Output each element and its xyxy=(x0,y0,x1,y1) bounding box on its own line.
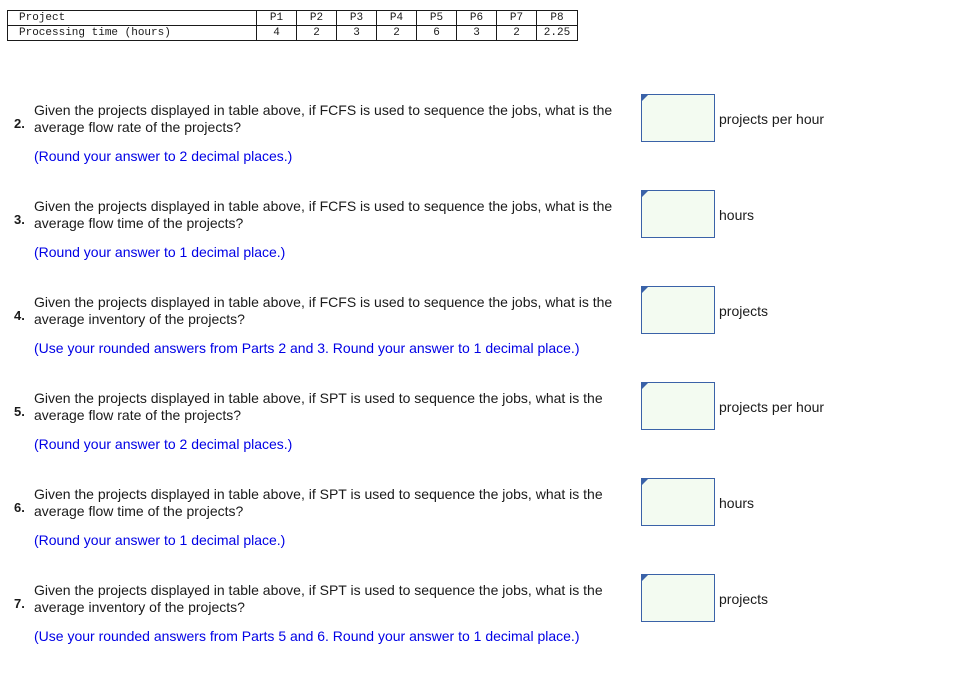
question-4 xyxy=(0,294,976,364)
rounding-hint: (Use your rounded answers from Parts 5 and 6. Round your answer to 1 decimal place.) xyxy=(34,628,580,644)
rounding-hint: (Round your answer to 2 decimal places.) xyxy=(34,148,293,164)
project-cell: P3 xyxy=(337,11,377,26)
time-cell: 2 xyxy=(497,26,537,41)
question-number: 5. xyxy=(14,404,25,419)
question-7 xyxy=(0,582,976,652)
time-cell: 2.25 xyxy=(537,26,578,41)
answer-input[interactable] xyxy=(641,286,715,334)
rounding-hint: (Use your rounded answers from Parts 2 and 3. Round your answer to 1 decimal place.) xyxy=(34,340,580,356)
answer-input[interactable] xyxy=(641,574,715,622)
question-text: Given the projects displayed in table above, if SPT is used to sequence the jobs, what is the average flow time of the projects? xyxy=(34,486,603,519)
answer-input[interactable] xyxy=(641,478,715,526)
question-5 xyxy=(0,390,976,460)
question-text: Given the projects displayed in table above, if SPT is used to sequence the jobs, what is the average inventory of the projects? xyxy=(34,582,603,615)
question-text: Given the projects displayed in table above, if SPT is used to sequence the jobs, what is the average flow rate of the projects? xyxy=(34,390,603,423)
question-number: 4. xyxy=(14,308,25,323)
answer-input[interactable] xyxy=(641,190,715,238)
answer-input[interactable] xyxy=(641,94,715,142)
unit-label: projects per hour xyxy=(719,111,825,127)
flag-icon xyxy=(642,575,648,581)
question-number: 3. xyxy=(14,212,25,227)
time-cell: 3 xyxy=(457,26,497,41)
unit-label: hours xyxy=(719,495,755,511)
project-cell: P6 xyxy=(457,11,497,26)
time-cell: 3 xyxy=(337,26,377,41)
time-row xyxy=(8,26,578,41)
project-cell: P2 xyxy=(297,11,337,26)
project-cell: P8 xyxy=(537,11,578,26)
rounding-hint: (Round your answer to 1 decimal place.) xyxy=(34,532,286,548)
project-cell: P7 xyxy=(497,11,537,26)
unit-label: projects xyxy=(719,591,769,607)
question-text: Given the projects displayed in table above, if FCFS is used to sequence the jobs, what is the average flow rate of the projects? xyxy=(34,102,613,135)
flag-icon xyxy=(642,95,648,101)
flag-icon xyxy=(642,383,648,389)
flag-icon xyxy=(642,191,648,197)
unit-label: projects per hour xyxy=(719,399,825,415)
unit-label: hours xyxy=(719,207,755,223)
question-text: Given the projects displayed in table above, if FCFS is used to sequence the jobs, what is the average inventory of the projects? xyxy=(34,294,613,327)
project-header: Project xyxy=(8,11,257,26)
question-number: 2. xyxy=(14,116,25,131)
question-3 xyxy=(0,198,976,268)
time-cell: 2 xyxy=(297,26,337,41)
question-text: Given the projects displayed in table above, if FCFS is used to sequence the jobs, what is the average flow time of the projects? xyxy=(34,198,613,231)
project-cell: P4 xyxy=(377,11,417,26)
processing-time-table xyxy=(7,10,578,41)
question-6 xyxy=(0,486,976,556)
question-number: 7. xyxy=(14,596,25,611)
project-row xyxy=(8,11,578,26)
time-cell: 2 xyxy=(377,26,417,41)
unit-label: projects xyxy=(719,303,769,319)
rounding-hint: (Round your answer to 2 decimal places.) xyxy=(34,436,293,452)
project-cell: P1 xyxy=(257,11,297,26)
question-2 xyxy=(0,102,976,172)
time-cell: 4 xyxy=(257,26,297,41)
rounding-hint: (Round your answer to 1 decimal place.) xyxy=(34,244,286,260)
flag-icon xyxy=(642,479,648,485)
time-header: Processing time (hours) xyxy=(8,26,257,41)
question-number: 6. xyxy=(14,500,25,515)
flag-icon xyxy=(642,287,648,293)
time-cell: 6 xyxy=(417,26,457,41)
project-cell: P5 xyxy=(417,11,457,26)
answer-input[interactable] xyxy=(641,382,715,430)
